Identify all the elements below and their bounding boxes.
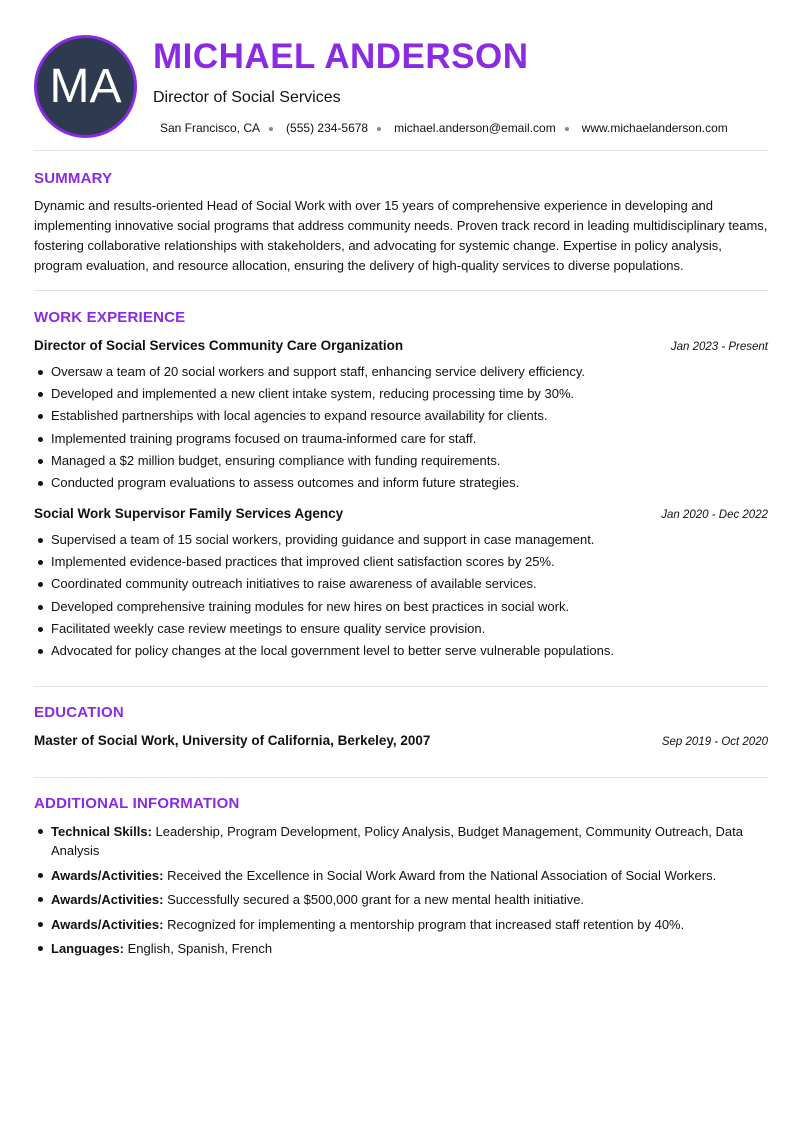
- additional-heading: ADDITIONAL INFORMATION: [34, 795, 240, 812]
- education-heading: EDUCATION: [34, 704, 124, 721]
- job-role: Social Work Supervisor Family Services Agency: [34, 506, 344, 521]
- separator-dot: [565, 127, 569, 131]
- resume-header: [34, 0, 768, 150]
- item-text: Recognized for implementing a mentorship program that increased staff retention by 40%.: [163, 916, 685, 932]
- contact-phone: (555) 234-5678: [286, 121, 369, 135]
- candidate-title: Director of Social Services: [153, 89, 341, 106]
- avatar: [34, 35, 137, 138]
- section-divider: [34, 290, 768, 291]
- job-dates: Jan 2020 - Dec 2022: [661, 509, 768, 521]
- contact-line: [160, 121, 728, 135]
- section-divider: [34, 686, 768, 687]
- separator-dot: [377, 127, 381, 131]
- item-label: Languages:: [51, 941, 124, 956]
- list-item: Conducted program evaluations to assess outcomes and inform future strategies.: [34, 472, 768, 494]
- list-item: Coordinated community outreach initiatives to raise awareness of available services.: [34, 573, 768, 595]
- section-divider: [34, 150, 768, 151]
- avatar-initials: MA: [49, 60, 122, 113]
- candidate-name: MICHAEL ANDERSON: [153, 37, 529, 76]
- contact-location: San Francisco, CA: [160, 121, 261, 135]
- list-item: [34, 890, 768, 909]
- job-role: Director of Social Services Community Care Organization: [34, 338, 404, 353]
- education-entry: [34, 733, 768, 748]
- job-header: [34, 506, 768, 521]
- list-item: Supervised a team of 15 social workers, providing guidance and support in case management.: [34, 529, 768, 551]
- list-item: Developed and implemented a new client intake system, reducing processing time by 30%.: [34, 383, 768, 405]
- list-item: [34, 866, 768, 885]
- resume-page: [34, 0, 768, 1130]
- job-bullets: [34, 361, 768, 494]
- item-label: Awards/Activities:: [51, 867, 164, 883]
- item-label: Awards/Activities:: [51, 916, 164, 932]
- job-header: [34, 338, 768, 353]
- list-item: Implemented training programs focused on trauma-informed care for staff.: [34, 428, 768, 450]
- job-bullets: [34, 529, 768, 662]
- additional-list: [34, 822, 768, 964]
- item-text: Received the Excellence in Social Work Award from the National Association of Social Workers.: [163, 867, 717, 883]
- list-item: Facilitated weekly case review meetings to ensure quality service provision.: [34, 618, 768, 640]
- item-text: Leadership, Program Development, Policy Analysis, Budget Management, Community Outreach, Data Analysis: [51, 824, 743, 858]
- contact-website[interactable]: www.michaelanderson.com: [581, 121, 728, 135]
- list-item: [34, 915, 768, 934]
- section-divider: [34, 777, 768, 778]
- list-item: Established partnerships with local agencies to expand resource availability for clients.: [34, 405, 768, 427]
- list-item: [34, 939, 768, 958]
- item-text: English, Spanish, French: [123, 941, 273, 956]
- list-item: Managed a $2 million budget, ensuring compliance with funding requirements.: [34, 450, 768, 472]
- summary-text: Dynamic and results-oriented Head of Social Work with over 15 years of comprehensive experience in developing and implementing innovative social programs that address community needs. Proven track record in leading multidisciplinary teams, fostering collaborative relationships with stakeholders, and advocating for systemic change. Expertise in policy analysis, program evaluation, and resource allocation, ensuring the delivery of high-quality services to diverse populations.: [34, 198, 768, 273]
- contact-email[interactable]: michael.anderson@email.com: [394, 121, 556, 135]
- education-degree: Master of Social Work, University of California, Berkeley, 2007: [34, 733, 431, 748]
- item-label: Technical Skills:: [51, 824, 152, 839]
- education-dates: Sep 2019 - Oct 2020: [661, 736, 768, 748]
- summary-heading: SUMMARY: [34, 170, 113, 187]
- separator-dot: [269, 127, 273, 131]
- item-text: Successfully secured a $500,000 grant for a new mental health initiative.: [163, 892, 585, 907]
- list-item: Advocated for policy changes at the local government level to better serve vulnerable populations.: [34, 640, 768, 662]
- list-item: [34, 822, 768, 860]
- list-item: Implemented evidence-based practices that improved client satisfaction scores by 25%.: [34, 551, 768, 573]
- list-item: Oversaw a team of 20 social workers and support staff, enhancing service delivery efficiency.: [34, 361, 768, 383]
- experience-heading: WORK EXPERIENCE: [34, 309, 186, 326]
- item-label: Awards/Activities:: [51, 892, 164, 907]
- list-item: Developed comprehensive training modules for new hires on best practices in social work.: [34, 596, 768, 618]
- job-dates: Jan 2023 - Present: [670, 341, 768, 353]
